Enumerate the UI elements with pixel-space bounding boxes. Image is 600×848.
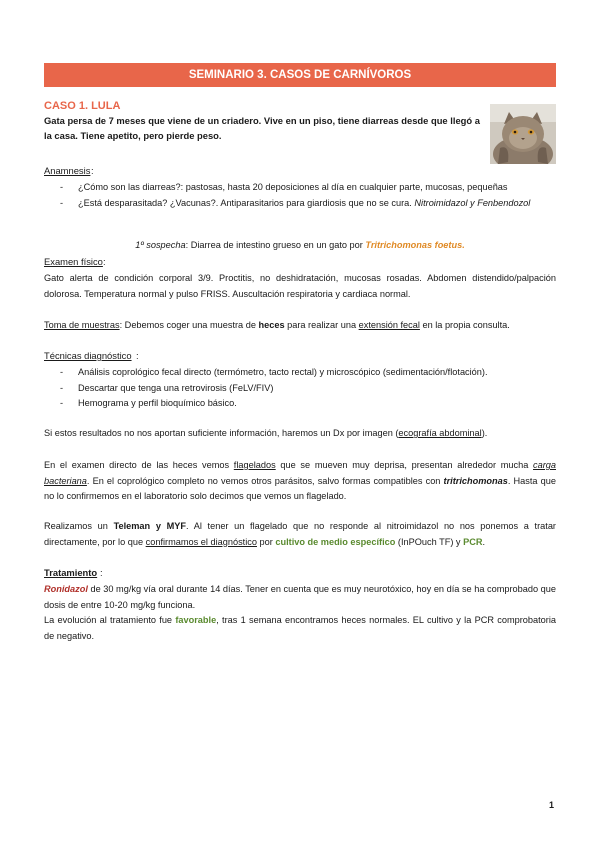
list-item: - Análisis coprológico fecal directo (termómetro, tacto rectal) y microscópico (sedimentación/flotación). xyxy=(60,365,556,381)
techniques-list xyxy=(60,365,556,412)
exam-heading: Examen físico xyxy=(44,256,103,267)
page-number: 1 xyxy=(548,800,554,810)
list-item: - ¿Está desparasitada? ¿Vacunas?. Antiparasitarios para giardiosis que no se cura. Nitroimidazol y Fenbendozol xyxy=(60,196,556,212)
treatment-heading: Tratamiento xyxy=(44,567,98,578)
list-item: - Hemograma y perfil bioquímico básico. xyxy=(60,396,556,412)
persian-cat-image xyxy=(490,104,556,164)
case-title: CASO 1. LULA xyxy=(44,100,121,112)
treatment-colon: : xyxy=(100,567,103,578)
section-banner: SEMINARIO 3. CASOS DE CARNÍVOROS xyxy=(44,63,556,87)
list-item: - Descartar que tenga una retrovirosis (FeLV/FIV) xyxy=(60,381,556,397)
evolution-text: La evolución al tratamiento fue favorable, tras 1 semana encontramos heces normales. EL cultivo y la PCR comprobatoria de negativo. xyxy=(44,615,556,641)
anamnesis-list xyxy=(60,180,556,211)
samples-paragraph: Toma de muestras: Debemos coger una muestra de heces para realizar una extensión fecal en la propia consulta. xyxy=(44,320,510,330)
list-item: - ¿Cómo son las diarreas?: pastosas, hasta 20 deposiciones al día en cualquier parte, mucosas, pequeñas xyxy=(60,180,556,196)
techniques-heading: Técnicas diagnóstico xyxy=(44,350,132,361)
treatment-text: Ronidazol de 30 mg/kg vía oral durante 14 días. Tener en cuenta que es muy neurotóxico, hoy en día se ha comprobado que dosis de entre 10-20 mg/kg funciona. xyxy=(44,584,556,610)
imaging-paragraph: Si estos resultados no nos aportan suficiente información, haremos un Dx por imagen (ecografía abdominal). xyxy=(44,428,488,438)
first-suspect: 1º sospecha: Diarrea de intestino grueso en un gato por Tritrichomonas foetus. xyxy=(135,240,465,250)
anamnesis-heading: Anamnesis xyxy=(44,165,91,176)
exam-text: Gato alerta de condición corporal 3/9. Proctitis, no deshidratación, mucosas rosadas. Abdomen distendido/palpación dolorosa. Temperatura normal y pulso FRISS. Auscultación respiratoria y cardiaca normal. xyxy=(44,273,556,299)
case-intro: Gata persa de 7 meses que viene de un criadero. Vive en un piso, tiene diarreas desde que llegó a la casa. Tiene apetito, pero pierde peso. xyxy=(44,115,480,141)
direct-exam-paragraph: En el examen directo de las heces vemos flagelados que se mueven muy deprisa, presentan alrededor mucha carga bacteriana. En el coprológico completo no vemos otros parásitos, salvo formas compatibles con tritrichomonas. Hasta que no lo confirmemos en el laboratorio solo decimos que vemos un flagelado. xyxy=(44,460,556,501)
exam-colon: : xyxy=(103,256,106,267)
cat-photo xyxy=(490,104,556,164)
anamnesis-colon: : xyxy=(91,165,94,176)
confirm-paragraph: Realizamos un Teleman y MYF. Al tener un flagelado que no responde al nitroimidazol no nos ponemos a tratar directamente, por lo que confirmamos el diagnóstico por cultivo de medio específico (InPOuch TF) y PCR. xyxy=(44,521,556,547)
techniques-colon: : xyxy=(136,350,139,361)
